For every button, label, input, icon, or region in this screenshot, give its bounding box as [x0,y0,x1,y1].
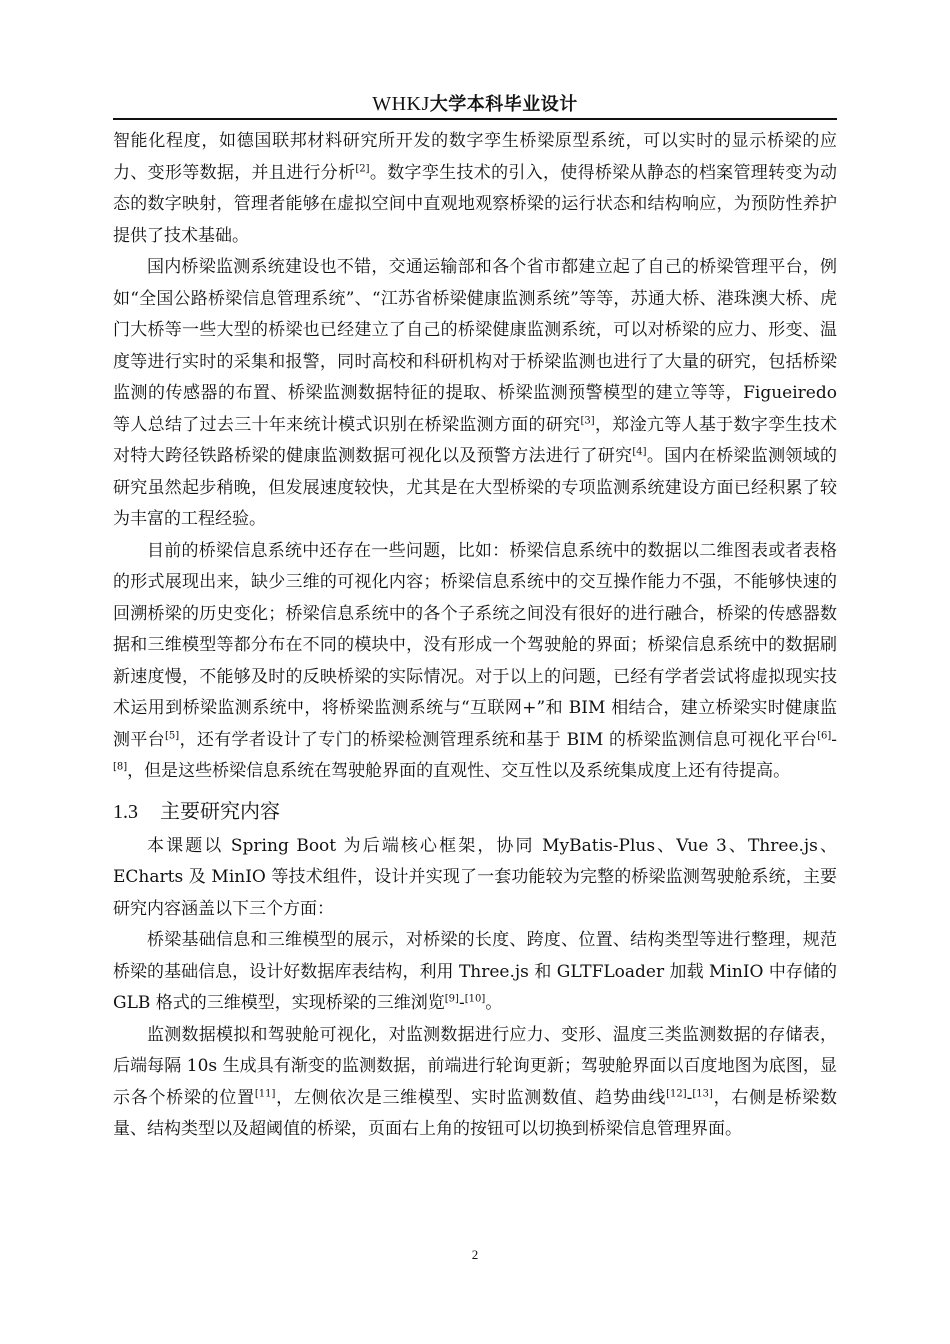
paragraph-3 [113,536,837,788]
citation-13: [13] [692,1087,713,1099]
page-header [113,90,837,116]
paragraph-5-text-a: 桥梁基础信息和三维模型的展示，对桥梁的长度、跨度、位置、结构类型等进行整理，规范桥梁的基础信息，设计好数据库表结构，利用 Three.js 和 GLTFLoader 加载 MinIO 中存储的 GLB 格式的三维模型，实现桥梁的三维浏览 [113,930,837,1013]
paragraph-6-text-b: ，左侧依次是三维模型、实时监测数值、趋势曲线 [275,1087,667,1108]
paragraph-4 [113,831,837,926]
citation-11: [11] [254,1087,276,1099]
header-rule [113,118,837,120]
citation-4: [4] [632,446,647,458]
paragraph-1 [113,126,837,252]
paragraph-3-text-a: 目前的桥梁信息系统中还存在一些问题，比如：桥梁信息系统中的数据以二维图表或者表格的形式展现出来，缺少三维的可视化内容；桥梁信息系统中的交互操作能力不强，不能够快速的回溯桥梁的历史变化；桥梁信息系统中的各个子系统之间没有很好的进行融合，桥梁的传感器数据和三维模型等都分布在不同的模块中，没有形成一个驾驶舱的界面；桥梁信息系统中的数据刷新速度慢，不能够及时的反映桥梁的实际情况。对于以上的问题，已经有学者尝试将虚拟现实技术运用到桥梁监测系统中，将桥梁监测系统与“互联网+”和 BIM 相结合，建立桥梁实时健康监测平台 [113,540,837,750]
citation-6: [6] [817,729,832,741]
paragraph-3-text-b: ，还有学者设计了专门的桥梁检测管理系统和基于 BIM 的桥梁监测信息可视化平台 [179,729,818,750]
citation-8: [8] [113,761,128,773]
header-school-code: WHKJ [372,93,430,115]
citation-range-dash: - [686,1087,693,1108]
page-number: 2 [471,1247,479,1262]
citation-2: [2] [355,162,370,174]
paragraph-4-text: 本课题以 Spring Boot 为后端核心框架，协同 MyBatis-Plus、Vue 3、Three.js、ECharts 及 MinIO 等技术组件，设计并实现了一套功能较为完整的桥梁监测驾驶舱系统，主要研究内容涵盖以下三个方面： [113,835,837,919]
body-text [113,126,837,1146]
paragraph-5-text-b: 。 [485,993,503,1013]
paragraph-6-text-c: ，右侧是桥梁数量、结构类型以及超阈值的桥梁，页面右上角的按钮可以切换到桥梁信息管理界面。 [113,1087,838,1139]
citation-12: [12] [666,1087,687,1099]
paragraph-2-text-a: 国内桥梁监测系统建设也不错，交通运输部和各个省市都建立起了自己的桥梁管理平台，例如“全国公路桥梁信息管理系统”、“江苏省桥梁健康监测系统”等等，苏通大桥、港珠澳大桥、虎门大桥等一些大型的桥梁也已经建立了自己的桥梁健康监测系统，可以对桥梁的应力、形变、温度等进行实时的采集和报警，同时高校和科研机构对于桥梁监测也进行了大量的研究，包括桥梁监测的传感器的布置、桥梁监测数据特征的提取、桥梁监测预警模型的建立等等，Figueiredo 等人总结了过去三十年来统计模式识别在桥梁监测方面的研究 [113,257,837,435]
paragraph-2-text-b: ，郑淦亢等人基于数字孪生技术对特大跨径铁路桥梁的健康监测数据可视化以及预警方法进行了研究 [113,414,838,466]
citation-range-dash: - [831,729,838,750]
paragraph-6-text-a: 监测数据模拟和驾驶舱可视化，对监测数据进行应力、变形、温度三类监测数据的存储表，后端每隔 10s 生成具有渐变的监测数据，前端进行轮询更新；驾驶舱界面以百度地图为底图，显示各个桥梁的位置 [113,1024,837,1108]
header-title: 大学本科毕业设计 [429,94,578,115]
citation-9: [9] [444,993,459,1005]
citation-3: [3] [580,414,595,426]
paragraph-2 [113,252,837,536]
paragraph-1-text-b: 。数字孪生技术的引入，使得桥梁从静态的档案管理转变为动态的数字映射，管理者能够在虚拟空间中直观地观察桥梁的运行状态和结构响应，为预防性养护提供了技术基础。 [113,162,838,246]
citation-5: [5] [165,729,180,741]
paragraph-2-text-c: 。国内在桥梁监测领域的研究虽然起步稍晚，但发展速度较快，尤其是在大型桥梁的专项监测系统建设方面已经积累了较为丰富的工程经验。 [113,446,838,529]
paragraph-1-text-a: 智能化程度，如德国联邦材料研究所开发的数字孪生桥梁原型系统，可以实时的显示桥梁的应力、变形等数据，并且进行分析 [113,131,837,183]
citation-10: [10] [464,993,486,1005]
paragraph-3-text-c: ，但是这些桥梁信息系统在驾驶舱界面的直观性、交互性以及系统集成度上还有待提高。 [127,761,791,781]
citation-range-dash: - [458,993,465,1013]
section-title: 主要研究内容 [160,798,280,823]
section-heading [113,794,837,829]
paragraph-6 [113,1020,837,1146]
section-number: 1.3 [113,800,138,823]
paragraph-5 [113,925,837,1020]
